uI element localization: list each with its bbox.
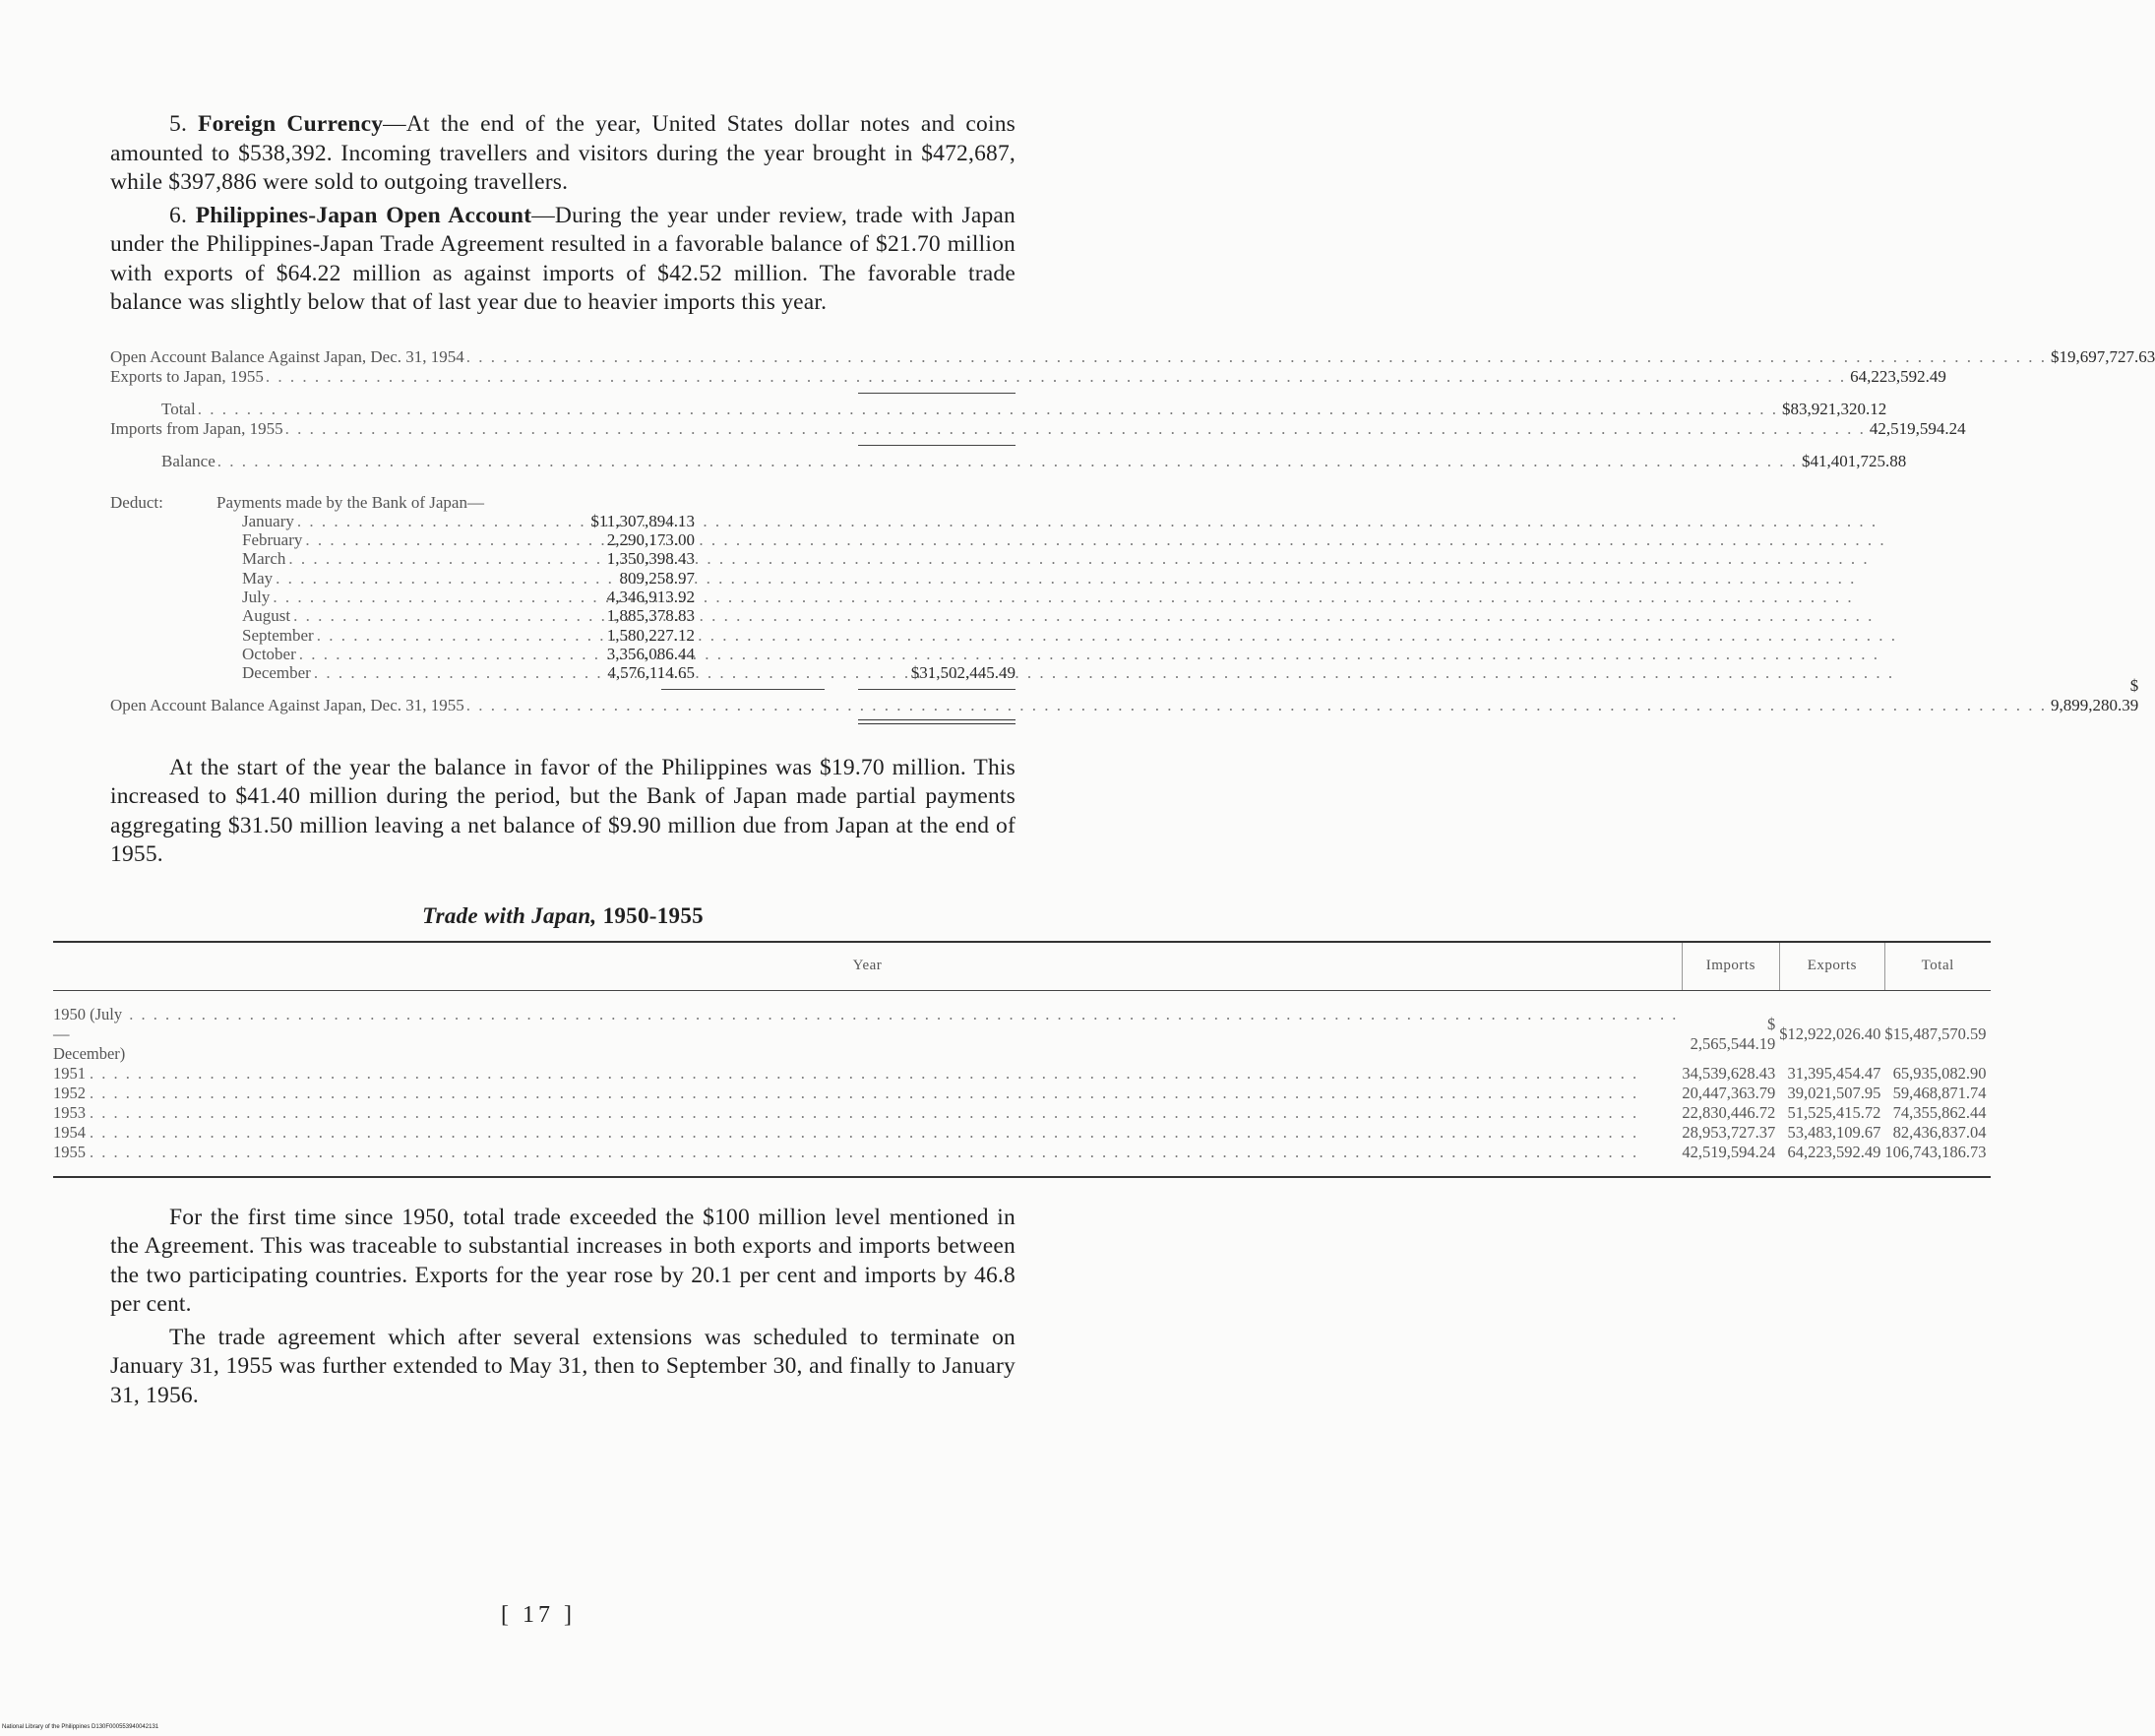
cell-total: $15,487,570.59: [1884, 1023, 1987, 1043]
leader-dots: [90, 1103, 1678, 1123]
table-header-row: [53, 942, 1991, 991]
leader-dots: [198, 400, 1778, 419]
paragraph-text: —During the year under review, trade with Japan under the Philippines-Japan Trade Agreement resulted in a favorable balance of $21.70 million with exports of $64.22 million as against imports of $42.52 million. The favorable trade balance was slightly below that of last year due to heavier imports this year.: [110, 202, 1016, 315]
ledger-value: 42,519,594.24: [1869, 418, 1966, 438]
leader-dots: [466, 696, 2047, 715]
payment-month: August: [242, 606, 291, 626]
payment-row: [110, 626, 1016, 645]
cell-total: 59,468,871.74: [1892, 1083, 1987, 1102]
payment-value: $11,307,894.13: [590, 511, 695, 530]
payment-row: [110, 569, 1016, 588]
sum-rule: [661, 689, 825, 690]
payment-month: July: [242, 587, 271, 606]
table-title-years: 1950-1955: [602, 902, 704, 928]
sum-rule: [858, 393, 1016, 394]
leader-dots: [90, 1084, 1678, 1103]
leader-dots: [90, 1123, 1678, 1143]
ledger-label: Imports from Japan, 1955: [110, 418, 283, 438]
leader-dots: [466, 347, 2047, 367]
payment-month: May: [242, 568, 274, 588]
payment-month-cell: [110, 530, 531, 550]
deduct-description: Payments made by the Bank of Japan—: [216, 492, 484, 512]
cell-total: 74,355,862.44: [1892, 1102, 1987, 1122]
cell-total: 82,436,837.04: [1892, 1122, 1987, 1142]
ledger-value: 64,223,592.49: [1850, 366, 1946, 386]
payment-month: October: [242, 644, 296, 663]
section-heading-foreign-currency: Foreign Currency: [198, 111, 384, 137]
year-text: 1954: [53, 1122, 86, 1142]
payment-month: February: [242, 530, 303, 550]
ledger-value: $ 9,899,280.39: [2051, 675, 2139, 714]
section-heading-open-account: Philippines-Japan Open Account: [195, 202, 532, 228]
ledger-label: Total: [161, 399, 196, 418]
cell-year: [53, 990, 1682, 1064]
cell-imports: 28,953,727.37: [1682, 1122, 1776, 1142]
ledger-value: $41,401,725.88: [1802, 451, 1907, 470]
ledger-row-balance: [110, 451, 1907, 471]
footer-source: National Library of the Philippines D130F000553940042131: [2, 1724, 159, 1730]
leader-dots: [288, 549, 1869, 569]
table-row: [53, 1103, 1991, 1123]
table-body: [53, 990, 1991, 1177]
cell-exports: $12,922,026.40: [1779, 1023, 1881, 1043]
table-row: [53, 1123, 1991, 1143]
leader-dots: [90, 1143, 1678, 1162]
ledger-label: Open Account Balance Against Japan, Dec. 31, 1955: [110, 695, 464, 714]
payments-list: [110, 513, 1016, 684]
cell-exports: 51,525,415.72: [1787, 1102, 1881, 1122]
cell-exports: 53,483,109.67: [1787, 1122, 1881, 1142]
year-text: 1951: [53, 1063, 86, 1083]
payment-month-cell: [110, 549, 531, 569]
paragraph-foreign-currency: [110, 110, 1016, 198]
open-account-ledger: [110, 346, 2155, 724]
payment-value: 2,290,173.00: [606, 530, 695, 550]
sum-rule: [858, 445, 1016, 446]
cell-year: [53, 1084, 1682, 1103]
cell-year: [53, 1143, 1682, 1177]
leader-dots: [276, 569, 1856, 589]
paragraph-start-of-year: At the start of the year the balance in favor of the Philippines was $19.70 million. This increased to $41.40 million during the period, but the Bank of Japan made partial payments aggregating $31.50 million leaving a net balance of $9.90 million due from Japan at the end of 1955.: [110, 754, 1016, 868]
leader-dots: [285, 419, 1866, 439]
table-title-text: Trade with Japan,: [422, 902, 597, 928]
paragraph-number: 5.: [169, 111, 188, 137]
deduct-heading: [110, 493, 1016, 513]
payment-value: 809,258.97: [619, 568, 695, 588]
payment-value: 4,346,913.92: [606, 587, 695, 606]
payment-value: 1,580,227.12: [606, 625, 695, 645]
leader-dots: [217, 452, 1798, 471]
cell-year: [53, 1064, 1682, 1084]
year-text: 1953: [53, 1102, 86, 1122]
table-title: [110, 903, 1016, 929]
payment-row: [110, 513, 1016, 531]
cell-exports: 39,021,507.95: [1787, 1083, 1881, 1102]
page-number: [ 17 ]: [501, 1602, 576, 1628]
payment-value: 4,576,114.65: [607, 663, 695, 683]
column-header-exports: Exports: [1779, 942, 1884, 991]
ledger-row-total: [110, 399, 1887, 419]
ledger-label: Exports to Japan, 1955: [110, 366, 264, 386]
cell-imports: $ 2,565,544.19: [1690, 1014, 1776, 1053]
payment-value: 3,356,086.44: [606, 644, 695, 663]
payment-month-cell: [110, 663, 531, 683]
cell-imports: 34,539,628.43: [1682, 1063, 1776, 1083]
double-rule: [858, 719, 1016, 724]
cell-imports: 20,447,363.79: [1682, 1083, 1776, 1102]
ledger-row-exports: [110, 366, 1946, 387]
payment-row: [110, 646, 1016, 664]
year-text: 1952: [53, 1083, 86, 1102]
payment-month-cell: [110, 588, 531, 607]
year-text: 1950 (July—December): [53, 1004, 126, 1063]
table-row: [53, 1064, 1991, 1084]
payment-month: January: [242, 511, 294, 530]
table-row: [53, 1084, 1991, 1103]
payment-row: [110, 607, 1016, 626]
ledger-label: Open Account Balance Against Japan, Dec. 31, 1954: [110, 346, 464, 366]
payments-total: $31,502,445.49: [910, 663, 1016, 683]
cell-total: 106,743,186.73: [1884, 1143, 1990, 1177]
sum-rule: [858, 689, 1016, 690]
payment-month-cell: [110, 512, 531, 531]
table-row: [53, 1143, 1991, 1177]
paragraph-trade-agreement: The trade agreement which after several extensions was scheduled to terminate on January 31, 1955 was further extended to May 31, then to September 30, and finally to January 31, 1956.: [110, 1324, 1016, 1408]
cell-year: [53, 1103, 1682, 1123]
ledger-value: $19,697,727.63: [2051, 346, 2155, 366]
cell-imports: 22,830,446.72: [1682, 1102, 1776, 1122]
paragraph-open-account: [110, 202, 1016, 318]
cell-total: 65,935,082.90: [1892, 1063, 1987, 1083]
payment-month-cell: [110, 626, 531, 646]
payment-row: [110, 589, 1016, 607]
payment-value: 1,350,398.43: [606, 549, 695, 569]
cell-exports: 31,395,454.47: [1787, 1063, 1881, 1083]
ledger-row-imports: [110, 418, 1966, 439]
ledger-row-open-1955: [110, 675, 2139, 715]
payment-row: [110, 664, 1016, 683]
leader-dots: [273, 588, 1853, 607]
payment-row: [110, 550, 1016, 569]
payment-month: March: [242, 549, 286, 569]
cell-imports: 42,519,594.24: [1682, 1143, 1779, 1177]
paragraph-number: 6.: [169, 202, 188, 228]
payment-month: September: [242, 625, 314, 645]
payment-month-cell: [110, 645, 531, 664]
payment-month: December: [242, 663, 311, 683]
leader-dots: [266, 367, 1846, 387]
ledger-label: Balance: [161, 451, 216, 470]
payment-month-cell: [110, 569, 531, 589]
year-text: 1955: [53, 1142, 86, 1161]
paragraph-first-time: For the first time since 1950, total trade exceeded the $100 million level mentioned in the Agreement. This was traceable to substantial increases in both exports and imports between the two participating countries. Exports for the year rose by 20.1 per cent and imports by 46.8 per cent.: [110, 1204, 1016, 1318]
payment-value: 1,885,378.83: [606, 606, 695, 626]
table-row: [53, 990, 1991, 1064]
deduct-label: Deduct:: [110, 492, 163, 512]
payment-row: [110, 531, 1016, 550]
cell-exports: 64,223,592.49: [1779, 1143, 1884, 1177]
leader-dots: [129, 1005, 1678, 1064]
leader-dots: [90, 1064, 1678, 1084]
ledger-value: $83,921,320.12: [1781, 399, 1887, 418]
payment-month-cell: [110, 606, 531, 626]
document-page: [53, 110, 2155, 1410]
paragraph-text: —At the end of the year, United States dollar notes and coins amounted to $538,392. Incoming travellers and visitors during the year brought in $472,687, while $397,886 were sold to outgoing travellers.: [110, 111, 1016, 195]
cell-year: [53, 1123, 1682, 1143]
trade-with-japan-table: [53, 941, 1991, 1178]
column-header-imports: Imports: [1682, 942, 1779, 991]
ledger-row-open-1954: [110, 346, 2155, 367]
column-header-year: Year: [53, 942, 1682, 991]
column-header-total: Total: [1884, 942, 1990, 991]
